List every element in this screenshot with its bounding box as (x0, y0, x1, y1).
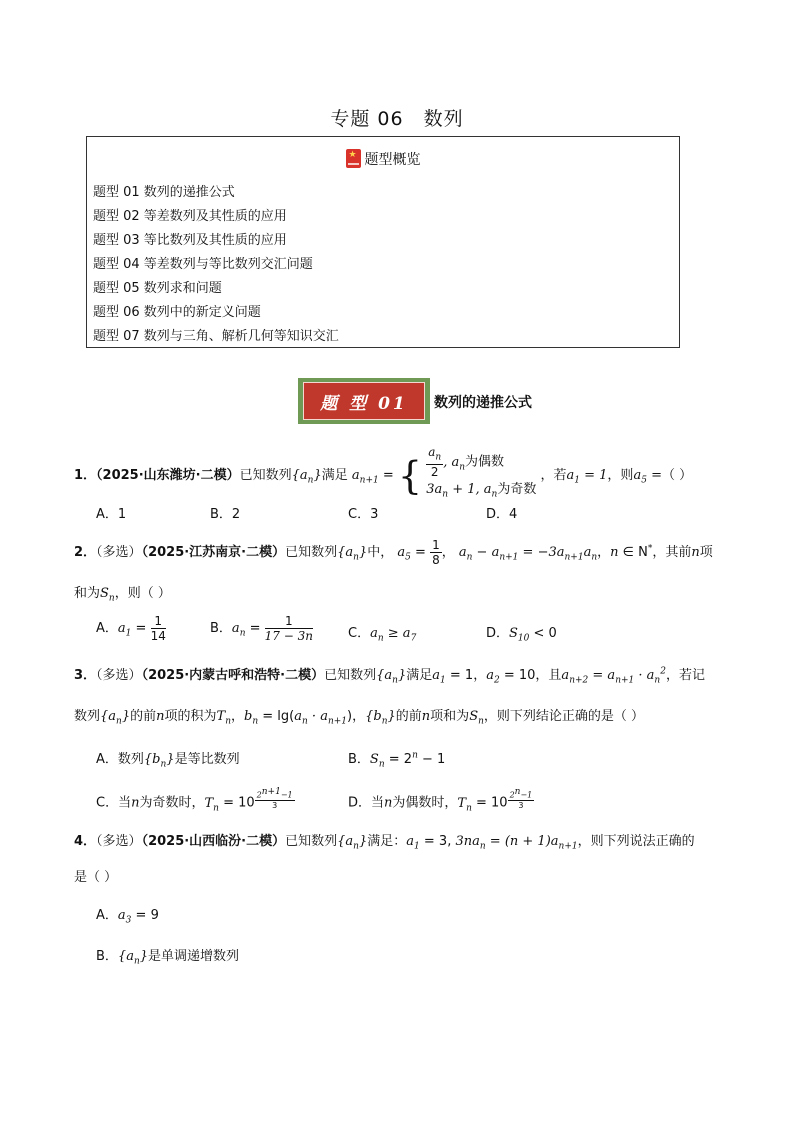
q1-option-a: A．1 (96, 507, 127, 522)
question-4: 4．（多选）（2025·山西临汾·二模）已知数列$\{a_n\}$满足：$a_1 = 3$, $3na_n = (n + 1)a_{n+1}$，则下列说法正确的 (74, 834, 695, 852)
q1-option-c: C．3 (348, 507, 379, 522)
question-1: 1．（2025·山东潍坊·二模）已知数列$\{a_n\}$满足 $a_{n+1}$ = { $\frac{a_n}{2}$ , $a_n$为偶数 $3a_n + 1$, $a_n$为奇数 ，若$a_1 = 1$，则$a_5$ =（ ） (74, 445, 693, 500)
q2-option-b: B．$a_n$ = $\frac{1}{17 - 3n}$ (210, 614, 313, 643)
q4-option-a: A．$a_3 = 9$ (96, 908, 159, 926)
overview-list (93, 181, 339, 349)
q3-option-d: D．当n为偶数时，$T_n = 10$ $^{\frac{2^n-1}{3}}$ (348, 787, 533, 814)
q3-option-c: C．当n为奇数时，$T_n = 10$ $^{\frac{2^{n+1}-1}{3}}$ (96, 787, 293, 814)
question-4-line2: 是（ ） (74, 870, 118, 885)
question-3-line2: 数列$\{a_n\}$的前n项的积为$T_n$，$b_n = \lg(a_n \cdot a_{n+1})$，$\{b_n\}$的前n项和为$S_n$，则下列结论正确的是（ ） (74, 709, 645, 727)
question-2-line2: 和为$S_n$，则（ ） (74, 586, 171, 604)
overview-item: 题型 01 数列的递推公式 (93, 185, 235, 200)
overview-box (86, 136, 680, 348)
q2-option-c: C．$a_n \ge a_7$ (348, 626, 417, 644)
q2-option-a: A．$a_1$ = $\frac{1}{14}$ (96, 614, 166, 643)
question-2: 2．（多选）（2025·江苏南京·二模）已知数列$\{a_n\}$中， $a_5$ = $\frac{1}{8}$ ， $a_n - a_{n+1} = -3a_{n+1}a_n$，n ∈ N*，其前n项 (74, 538, 713, 567)
section-title: 数列的递推公式 (434, 395, 532, 411)
overview-item: 题型 04 等差数列与等比数列交汇问题 (93, 257, 313, 272)
question-3: 3．（多选）（2025·内蒙古呼和浩特·二模）已知数列$\{a_n\}$满足$a_1 = 1$，$a_2 = 10$，且$a_{n+2} = a_{n+1} \cdot a_n^2$，若记 (74, 666, 705, 686)
overview-heading-label: 题型概览 (364, 152, 421, 168)
overview-item: 题型 03 等比数列及其性质的应用 (93, 233, 287, 248)
q3-option-b: B．$S_n = 2^n - 1$ (348, 750, 446, 770)
overview-item: 题型 05 数列求和问题 (93, 281, 222, 296)
q1-option-d: D．4 (486, 507, 518, 522)
section-banner-label: 题 型 01 (320, 394, 408, 414)
overview-item: 题型 07 数列与三角、解析几何等知识交汇 (93, 329, 339, 344)
q1-option-b: B．2 (210, 507, 241, 522)
overview-heading (87, 149, 679, 169)
book-icon (346, 149, 361, 168)
q2-option-d: D．$S_{10} < 0$ (486, 626, 557, 644)
q4-option-b: B．$\{a_n\}$是单调递增数列 (96, 949, 240, 967)
page-title: 专题 06 数列 (330, 108, 464, 130)
overview-item: 题型 06 数列中的新定义问题 (93, 305, 261, 320)
overview-item: 题型 02 等差数列及其性质的应用 (93, 209, 287, 224)
q3-option-a: A．数列$\{b_n\}$是等比数列 (96, 752, 240, 770)
section-banner (298, 378, 430, 424)
